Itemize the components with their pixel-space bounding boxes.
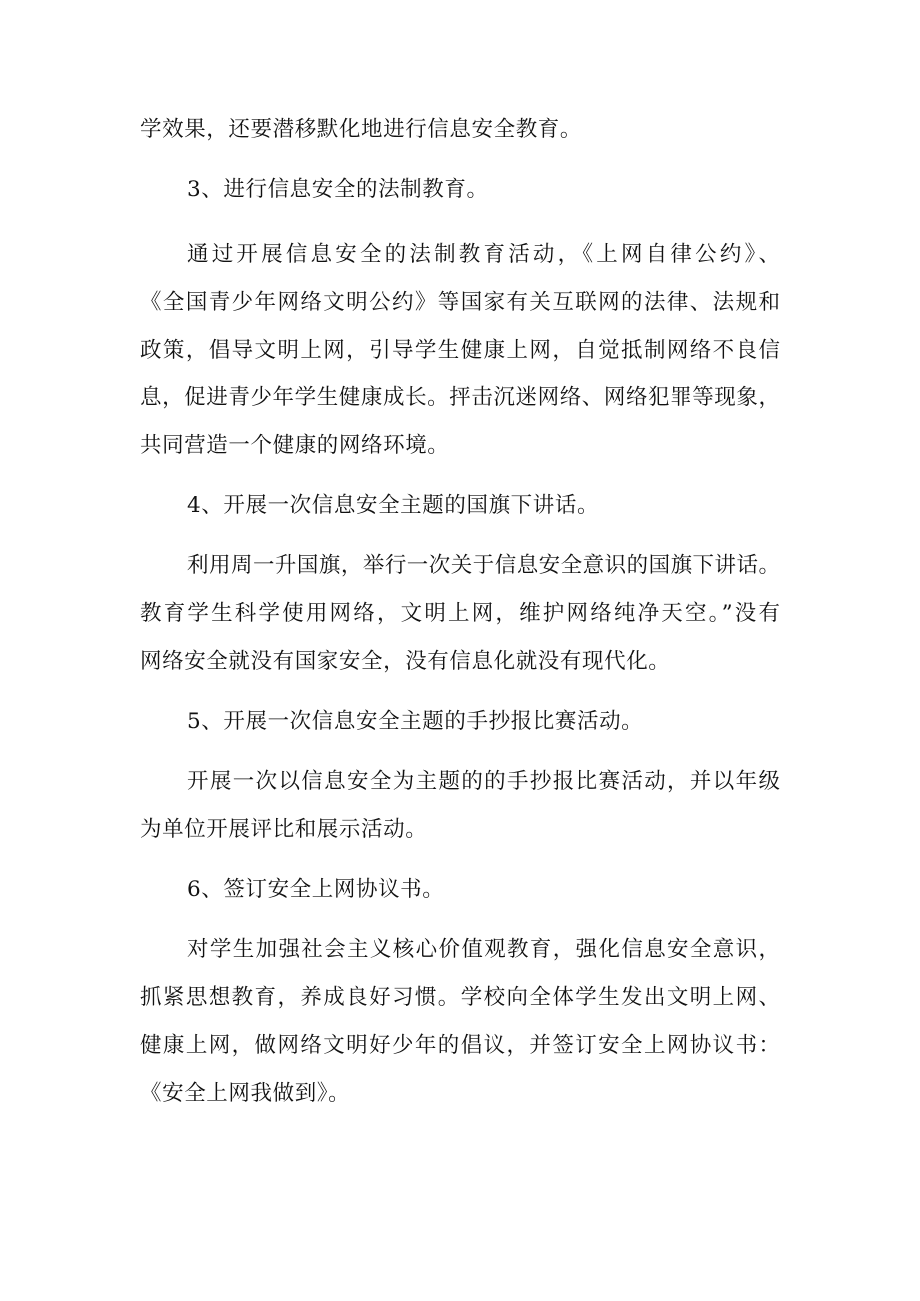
section-heading-3: 3、进行信息安全的法制教育。 bbox=[187, 177, 489, 202]
section-heading-6: 6、签订安全上网协议书。 bbox=[187, 877, 445, 902]
section-heading-5: 5、开展一次信息安全主题的手抄报比赛活动。 bbox=[187, 709, 644, 734]
paragraph-line: 通过开展信息安全的法制教育活动，《上网自律公约》、 bbox=[187, 242, 780, 267]
paragraph-line: 网络安全就没有国家安全，没有信息化就没有现代化。 bbox=[140, 649, 671, 674]
paragraph-line: 政策，倡导文明上网，引导学生健康上网，自觉抵制网络不良信 bbox=[140, 338, 780, 363]
paragraph-line: 为单位开展评比和展示活动。 bbox=[140, 817, 428, 842]
paragraph-line: 教育学生科学使用网络，文明上网，维护网络纯净天空。”没有 bbox=[140, 601, 780, 626]
section-heading-4: 4、开展一次信息安全主题的国旗下讲话。 bbox=[187, 493, 600, 518]
paragraph-line: 学效果，还要潜移默化地进行信息安全教育。 bbox=[140, 117, 583, 142]
paragraph-line: 利用周一升国旗，举行一次关于信息安全意识的国旗下讲话。 bbox=[187, 553, 780, 578]
paragraph-line: 《安全上网我做到》。 bbox=[140, 1081, 351, 1106]
paragraph-line: 《全国青少年网络文明公约》等国家有关互联网的法律、法规和 bbox=[140, 290, 780, 315]
paragraph-line: 抓紧思想教育，养成良好习惯。学校向全体学生发出文明上网、 bbox=[140, 985, 780, 1010]
paragraph-line: 开展一次以信息安全为主题的的手抄报比赛活动，并以年级 bbox=[187, 769, 780, 794]
paragraph-line: 共同营造一个健康的网络环境。 bbox=[140, 433, 450, 458]
paragraph-line: 对学生加强社会主义核心价值观教育，强化信息安全意识， bbox=[187, 937, 780, 962]
paragraph-line: 健康上网，做网络文明好少年的倡议，并签订安全上网协议书： bbox=[140, 1033, 780, 1058]
paragraph-line: 息，促进青少年学生健康成长。抨击沉迷网络、网络犯罪等现象， bbox=[140, 385, 780, 410]
